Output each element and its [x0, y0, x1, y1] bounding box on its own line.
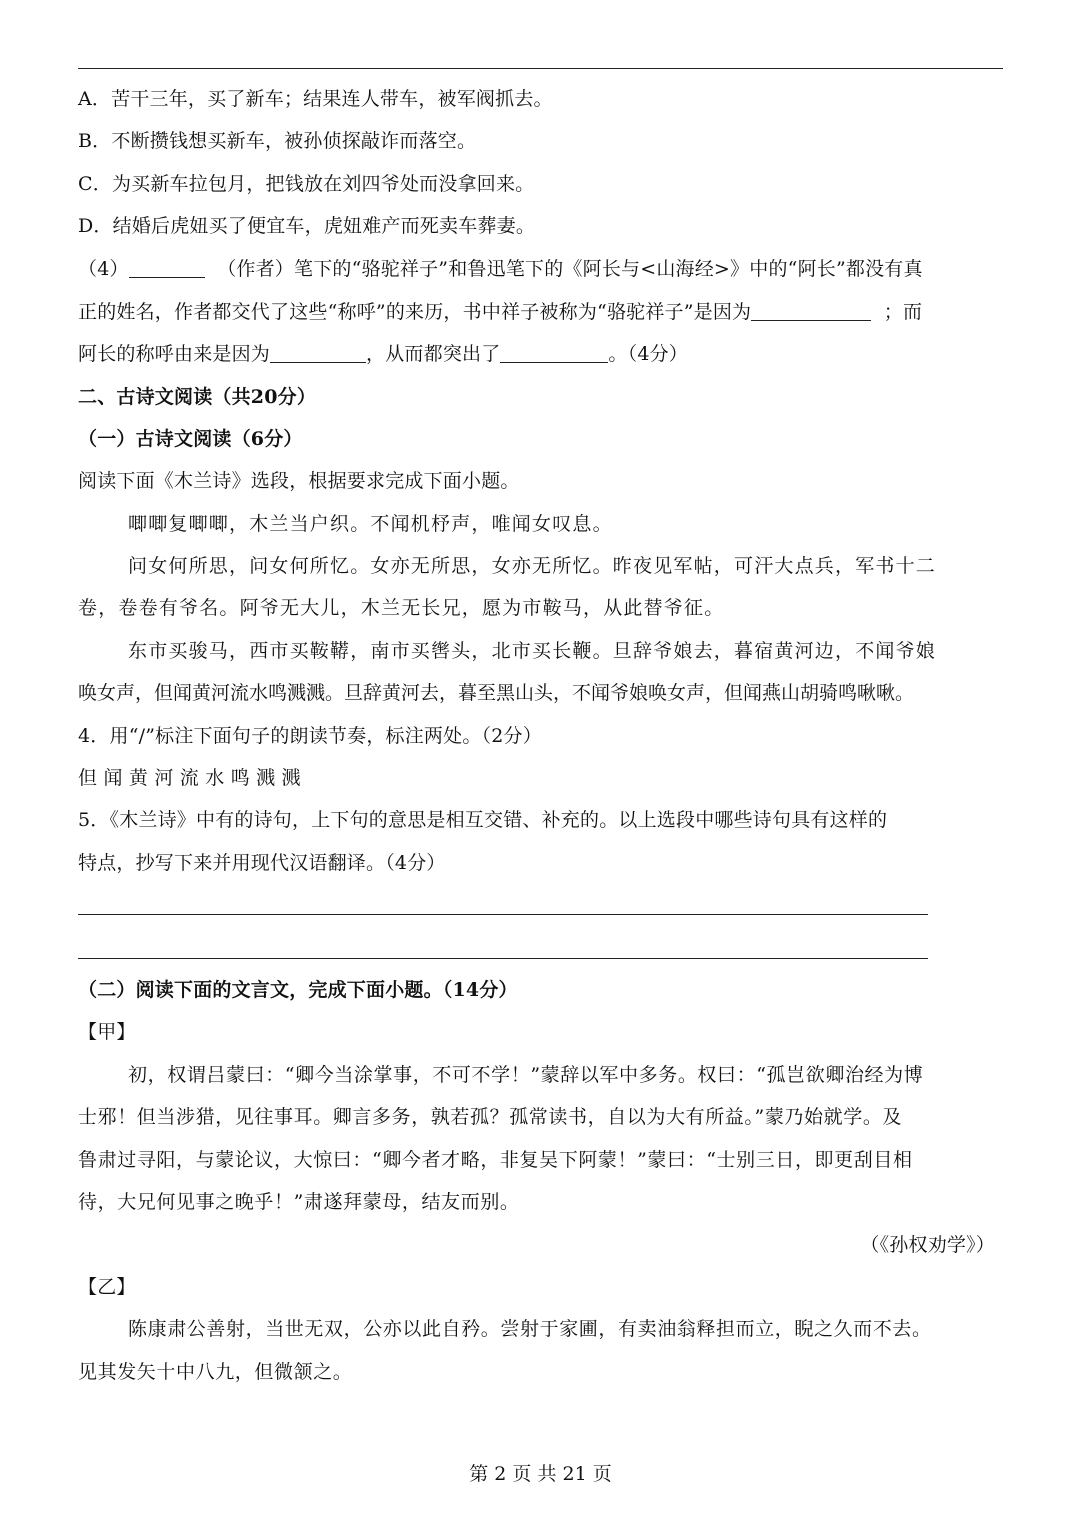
- answer-line-1[interactable]: [78, 914, 928, 915]
- section-2-heading: 二、古诗文阅读（共20分）: [78, 386, 317, 408]
- poem-line-1: 唧唧复唧唧，木兰当户织。不闻机杼声，唯闻女叹息。: [128, 513, 613, 535]
- yi-line-2: 见其发矢十中八九，但微颔之。: [78, 1361, 353, 1383]
- author-blank[interactable]: [129, 257, 205, 278]
- jia-line-1: 初，权谓吕蒙曰：“卿今当涂掌事，不可不学！”蒙辞以军中多务。权曰：“孤岂欲卿治经为博: [128, 1064, 924, 1086]
- question-4-line3: [78, 341, 688, 367]
- poem-line-3: 卷，卷卷有爷名。阿爷无大儿，木兰无长兄，愿为市鞍马，从此替爷征。: [78, 597, 725, 619]
- jia-line-2: 士邪！但当涉猎，见往事耳。卿言多务，孰若孤？孤常读书，自以为大有所益。”蒙乃始就学。及: [78, 1106, 903, 1128]
- poem-line-5: 唤女声，但闻黄河流水鸣溅溅。旦辞黄河去，暮至黑山头，不闻爷娘唤女声，但闻燕山胡骑鸣啾啾。: [78, 682, 915, 704]
- question-4-text1: （作者）笔下的“骆驼祥子”和鲁迅笔下的《阿长与<山海经>》中的“阿长”都没有真: [217, 258, 923, 280]
- option-a: A．苦干三年，买了新车；结果连人带车，被军阀抓去。: [78, 88, 553, 110]
- subsection-1-heading: （一）古诗文阅读（6分）: [78, 428, 303, 450]
- question-5-line1: 5．《木兰诗》中有的诗句，上下句的意思是相互交错、补充的。以上选段中哪些诗句具有这样的: [78, 809, 888, 831]
- header-rule: [78, 68, 1003, 69]
- jia-label: 【甲】: [78, 1021, 136, 1043]
- answer-line-2[interactable]: [78, 958, 928, 959]
- jia-source: （《孙权劝学》）: [860, 1234, 995, 1256]
- poem-line-4: 东市买骏马，西市买鞍鞯，南市买辔头，北市买长鞭。旦辞爷娘去，暮宿黄河边，不闻爷娘: [128, 640, 937, 662]
- subsection-2-heading: （二）阅读下面的文言文，完成下面小题。（14分）: [78, 979, 518, 1001]
- page-footer: 第 2 页 共 21 页: [469, 1463, 612, 1485]
- poem-line-2: 问女何所思，问女何所忆。女亦无所思，女亦无所忆。昨夜见军帖，可汗大点兵，军书十二: [128, 555, 937, 577]
- jia-line-3: 鲁肃过寻阳，与蒙论议，大惊曰：“卿今者才略，非复吴下阿蒙！”蒙曰：“士别三日，即更刮目相: [78, 1149, 913, 1171]
- question-4-line2: [78, 299, 922, 325]
- exam-page: [78, 0, 1003, 1527]
- question-4-text2: 正的姓名，作者都交代了这些“称呼”的来历，书中祥子被称为“骆驼祥子”是因为: [78, 301, 752, 323]
- question-4-text3a: 阿长的称呼由来是因为: [78, 343, 271, 365]
- question-4-text3c: 。（4分）: [608, 343, 689, 365]
- question-5-line2: 特点，抄写下来并用现代汉语翻译。（4分）: [78, 852, 446, 874]
- question-4-rhythm: 4．用“/”标注下面句子的朗读节奏，标注两处。（2分）: [78, 725, 542, 747]
- yi-line-1: 陈康肃公善射，当世无双，公亦以此自矜。尝射于家圃，有卖油翁释担而立，睨之久而不去。: [128, 1318, 932, 1340]
- poem-intro: 阅读下面《木兰诗》选段，根据要求完成下面小题。: [78, 470, 520, 492]
- question-4-line1: [78, 256, 923, 282]
- yi-label: 【乙】: [78, 1276, 136, 1298]
- question-4-number: （4）: [78, 258, 129, 280]
- option-b: B．不断攒钱想买新车，被孙侦探敲诈而落空。: [78, 130, 477, 152]
- question-4-text2-end: ；而: [883, 301, 923, 323]
- jia-line-4: 待，大兄何见事之晚乎！”肃遂拜蒙母，结友而别。: [78, 1191, 520, 1213]
- question-4-text3b: ，从而都突出了: [366, 343, 501, 365]
- option-d: D．结婚后虎妞买了便宜车，虎妞难产而死卖车葬妻。: [78, 215, 536, 237]
- xiangzi-reason-blank[interactable]: [751, 300, 871, 321]
- achang-reason-blank[interactable]: [270, 342, 366, 363]
- rhythm-sentence: 但 闻 黄 河 流 水 鸣 溅 溅: [78, 767, 301, 789]
- highlight-blank[interactable]: [500, 342, 608, 363]
- option-c: C．为买新车拉包月，把钱放在刘四爷处而没拿回来。: [78, 173, 535, 195]
